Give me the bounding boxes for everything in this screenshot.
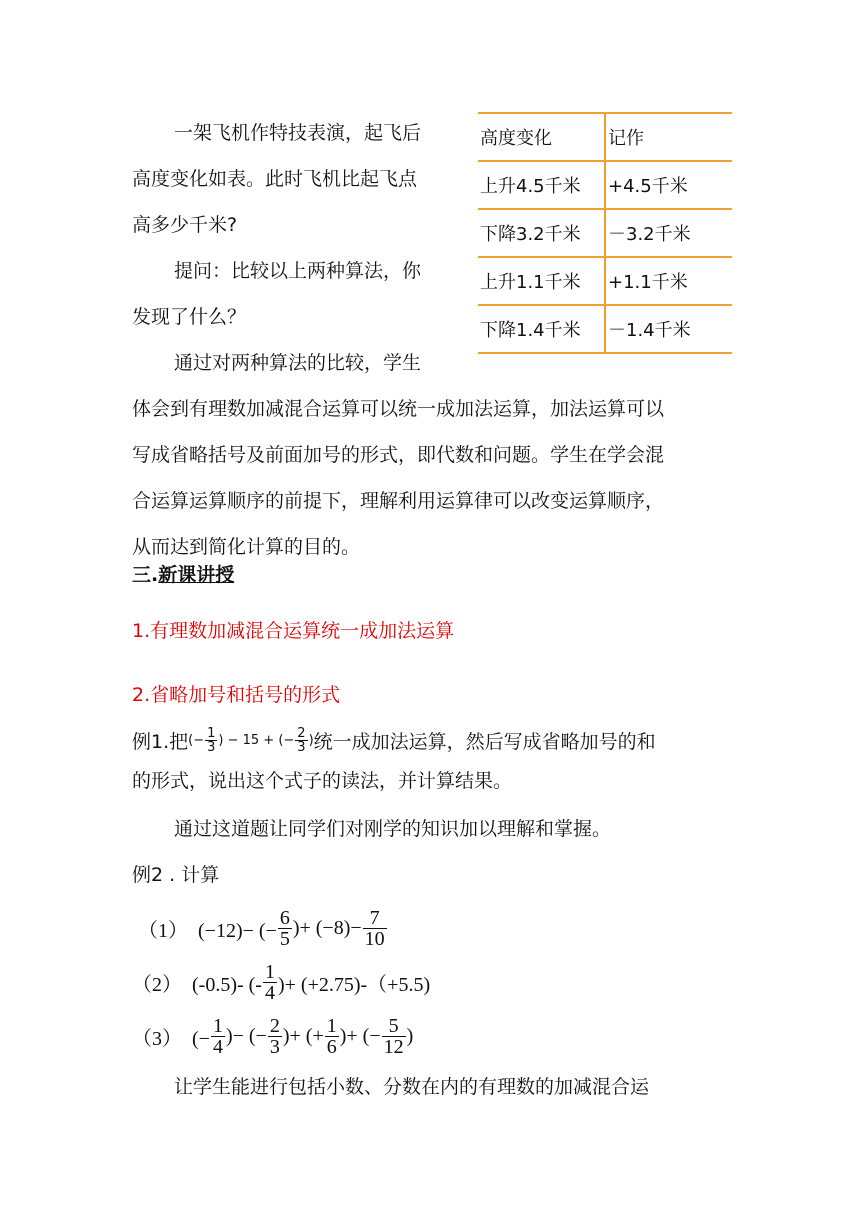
- intro-p3-line5: 从而达到简化计算的目的。: [132, 536, 361, 558]
- table-cell: －1.4千米: [605, 305, 732, 353]
- table-row: [478, 257, 732, 305]
- table-row: [478, 209, 732, 257]
- table-header-row: [478, 113, 732, 161]
- example-1-lead: 例1.把: [132, 730, 189, 753]
- closing-line: 让学生能进行包括小数、分数在内的有理数的加减混合运: [174, 1076, 650, 1098]
- intro-p3-line3: 写成省略括号及前面加号的形式，即代数和问题。学生在学会混: [132, 444, 665, 466]
- table-cell: 下降1.4千米: [478, 305, 605, 353]
- example-1-expression: (− $\frac{1}{3}$ ) − 15 + (− $\frac{2}{3}$ ): [188, 725, 314, 755]
- example-2-item-1: （1） (−12)− (− $\frac{6}{5}$ )+ (−8)− $\frac{7}{10}$: [138, 906, 385, 950]
- table-cell: +4.5千米: [605, 161, 732, 209]
- section-prefix: 三.: [132, 564, 159, 586]
- section-title: 新课讲授: [158, 564, 235, 586]
- table-cell: 上升1.1千米: [478, 257, 605, 305]
- height-change-table: [478, 112, 732, 354]
- example-1-tail: 统一成加法运算，然后写成省略加号的和: [313, 730, 656, 753]
- example-1-line1: [132, 718, 656, 762]
- table-cell: －3.2千米: [605, 209, 732, 257]
- table-row: [478, 161, 732, 209]
- example-1-note: 通过这道题让同学们对刚学的知识加以理解和掌握。: [174, 818, 612, 840]
- subheading-2: 2.省略加号和括号的形式: [132, 684, 341, 706]
- intro-p3-line1: 通过对两种算法的比较，学生: [174, 352, 422, 374]
- example-2-item-3: （3） (− $\frac{1}{4}$ )− (− $\frac{2}{3}$ )+ (+ $\frac{1}{6}$ )+ (− $\frac{5}{12}$ ): [132, 1014, 414, 1058]
- intro-p2-line1: 提问：比较以上两种算法，你: [174, 260, 422, 282]
- table-header-cell: 记作: [605, 113, 732, 161]
- intro-p2-line2: 发现了什么？: [132, 306, 247, 328]
- intro-p1-line3: 高多少千米?: [132, 214, 238, 236]
- table-row: [478, 305, 732, 353]
- intro-p1-line1: 一架飞机作特技表演，起飞后: [174, 122, 422, 144]
- example-2-title: 例2 . 计算: [132, 864, 220, 886]
- intro-p3-line4: 合运算运算顺序的前提下，理解利用运算律可以改变运算顺序，: [132, 490, 665, 512]
- table-cell: +1.1千米: [605, 257, 732, 305]
- table-header-cell: 高度变化: [478, 113, 605, 161]
- intro-p1-line2: 高度变化如表。此时飞机比起飞点: [132, 168, 418, 190]
- section-heading: [132, 560, 234, 587]
- table-cell: 下降3.2千米: [478, 209, 605, 257]
- example-1-line2: 的形式，说出这个式子的读法，并计算结果。: [132, 770, 513, 792]
- intro-p3-line2: 体会到有理数加减混合运算可以统一成加法运算，加法运算可以: [132, 398, 665, 420]
- table-cell: 上升4.5千米: [478, 161, 605, 209]
- example-2-item-2: （2） (-0.5)- (- $\frac{1}{4}$ )+ (+2.75)-（+5.5): [132, 960, 431, 1004]
- subheading-1: 1.有理数加减混合运算统一成加法运算: [132, 620, 455, 642]
